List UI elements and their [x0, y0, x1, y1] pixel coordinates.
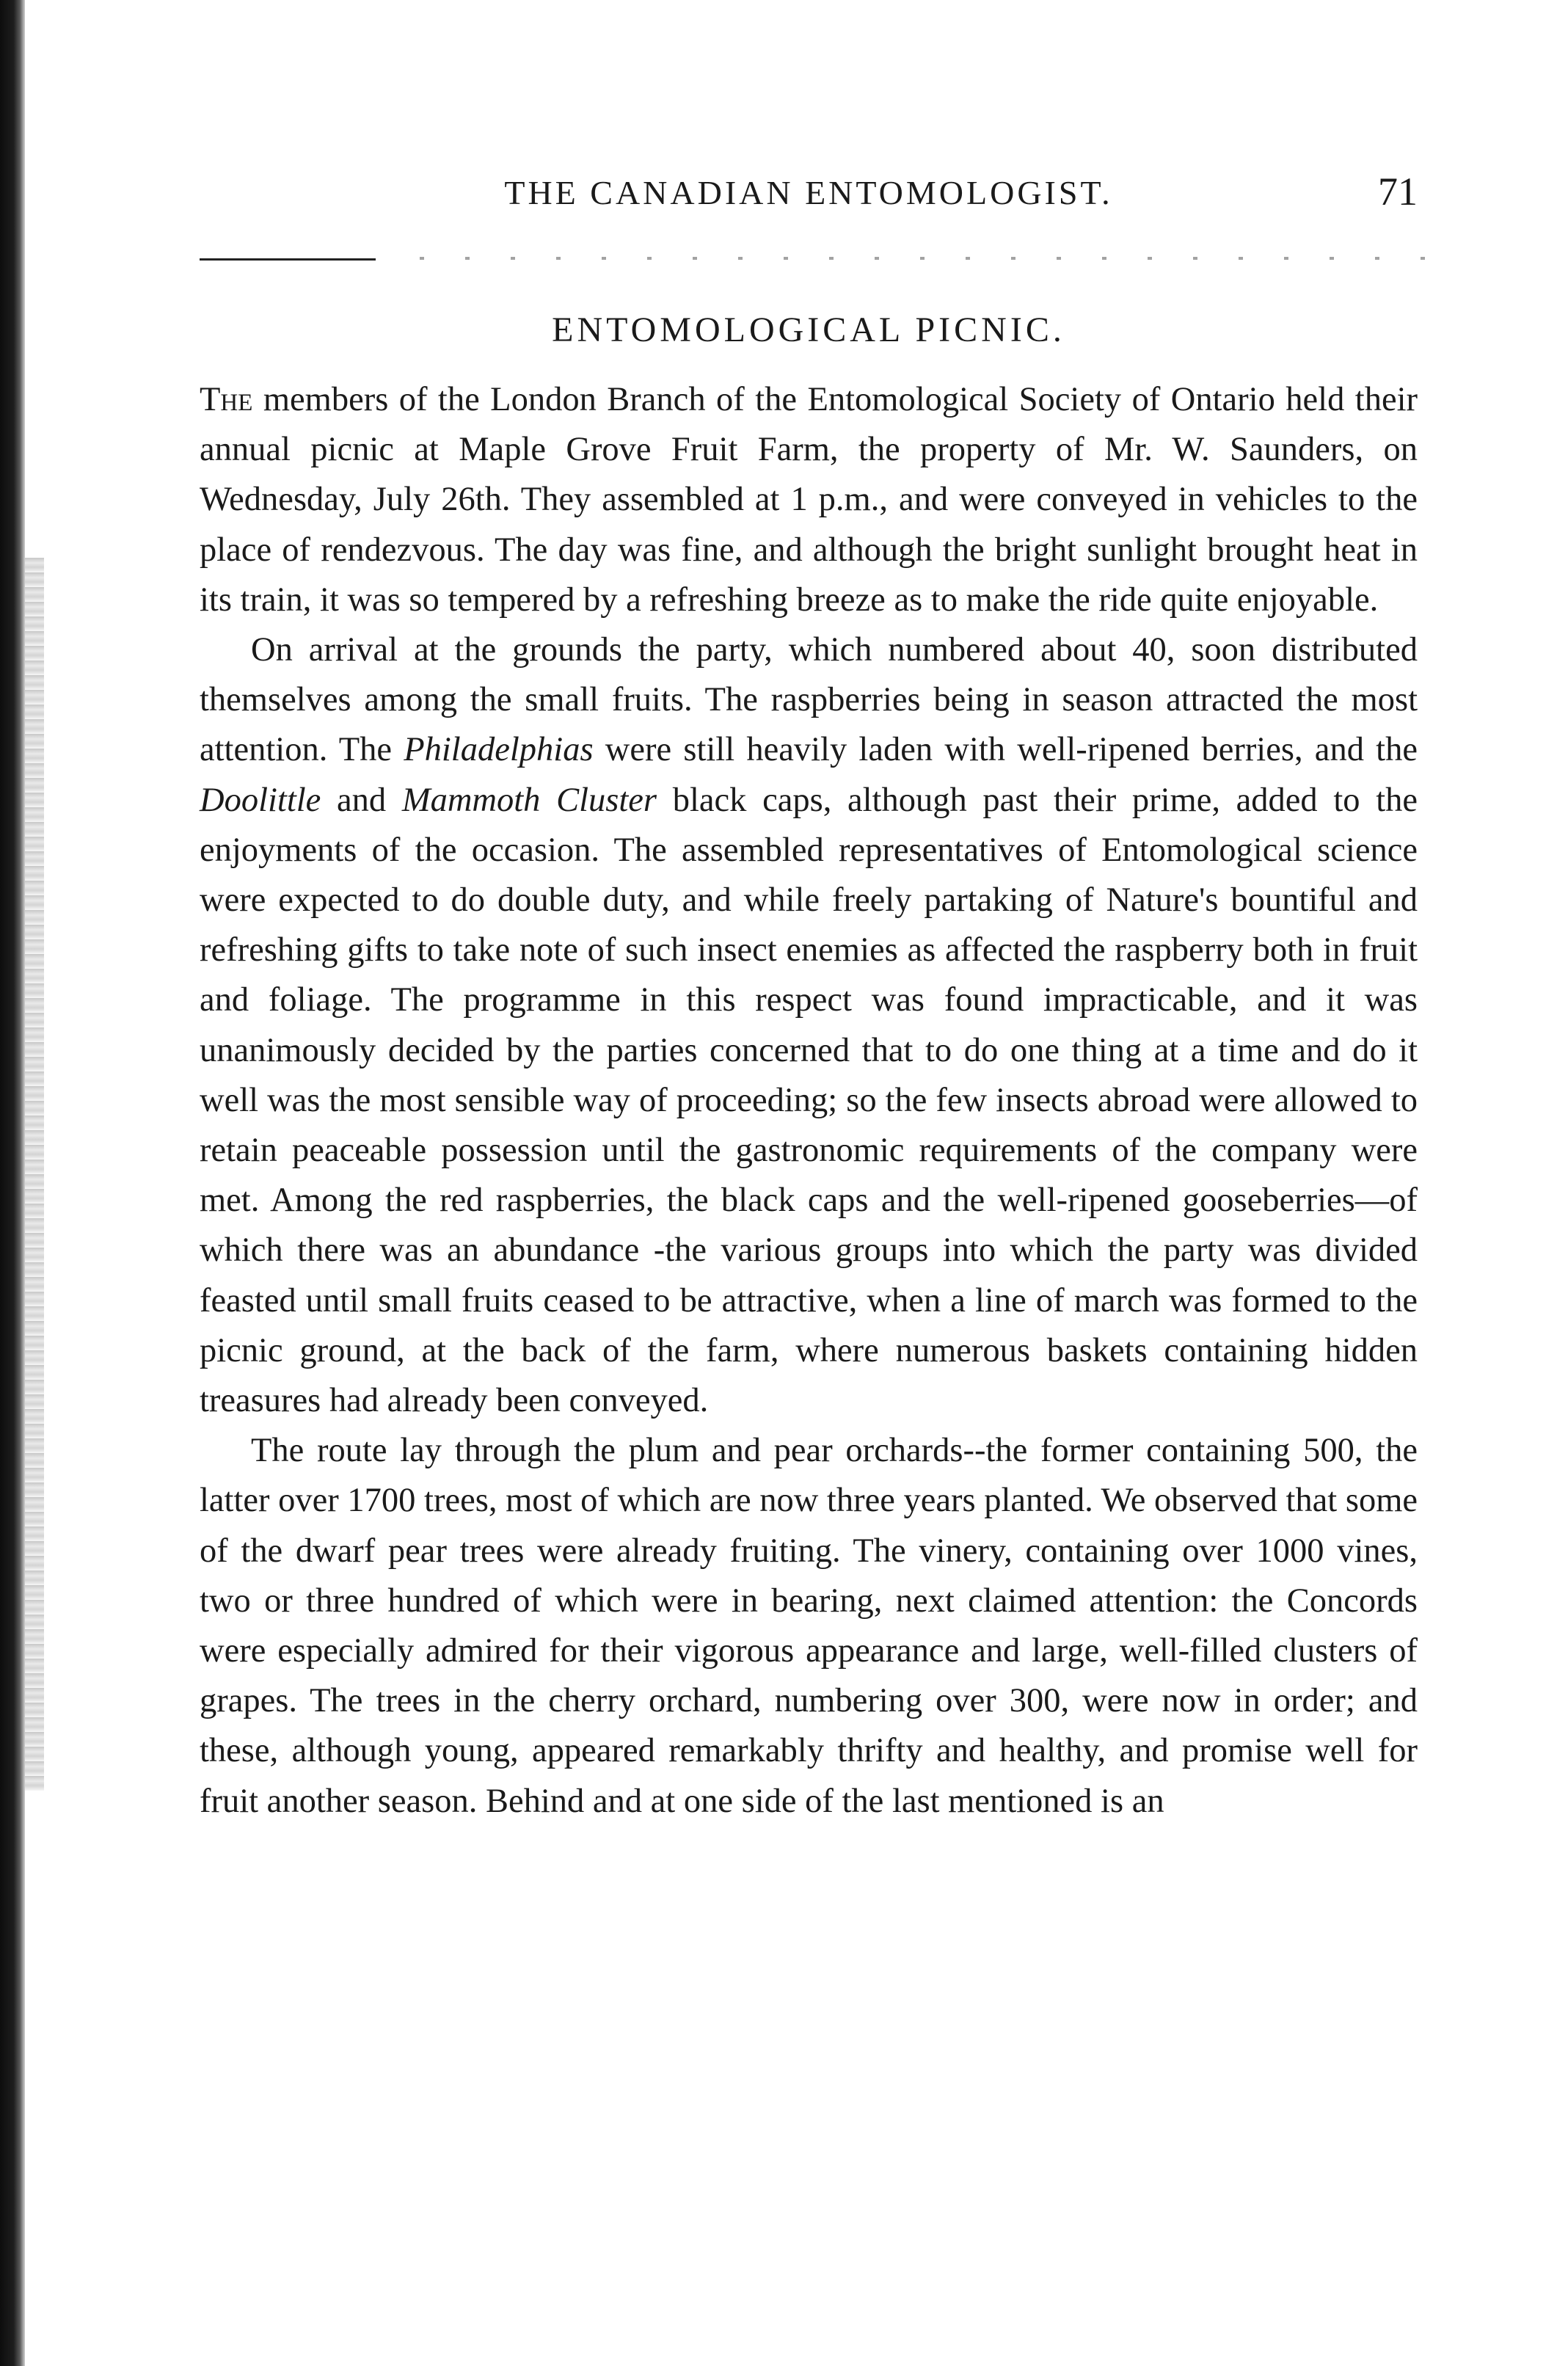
- paragraph-2-text-3: and: [321, 781, 402, 819]
- article-body: [200, 375, 1418, 1827]
- paragraph-2-italic-philadelphias: Philadelphias: [404, 731, 594, 769]
- paragraph-2-text-4: black caps, although past their prime, added to the enjoyments of the occasion. The assembled representatives of Entomological science were expected to do double duty, and while freely partaking of Nature's bountiful and refreshing gifts to take note of such insect enemies as affected the raspberry both in fruit and foliage. The programme in this respect was found impracticable, and it was unanimously decided by the parties concerned that to do one thing at a time and do it well was the most sensible way of proceeding; so the few insects abroad were allowed to retain peaceable possession until the gastronomic requirements of the company were met. Among the red raspberries, the black caps and the well-ripened gooseberries—of which there was an abundance -the various groups into which the party was divided feasted until small fruits ceased to be attractive, when a line of march was formed to the picnic ground, at the back of the farm, where numerous baskets containing hidden treasures had already been conveyed.: [200, 781, 1418, 1420]
- binding-edge: [0, 0, 25, 2366]
- header-rule: [200, 258, 376, 261]
- paragraph-2-text-1: On arrival at the grounds the party, which numbered about 40, soon distributed themselves among the small fruits. The raspberries being in season attracted the most attention. The: [200, 631, 1418, 769]
- header-rule-dots: [420, 257, 1432, 260]
- paragraph-1-lead: The: [200, 381, 253, 418]
- running-title: THE CANADIAN ENTOMOLOGIST.: [504, 174, 1113, 211]
- paragraph-2-text-2: were still heavily laden with well-ripened berries, and the: [593, 731, 1418, 769]
- binding-edge-texture: [25, 558, 44, 1791]
- page: [200, 147, 1418, 1827]
- paragraph-1: [200, 375, 1418, 625]
- paragraph-2-italic-mammoth-cluster: Mammoth Cluster: [401, 781, 657, 819]
- paragraph-2-italic-doolittle: Doolittle: [200, 781, 321, 819]
- running-head: [200, 147, 1418, 228]
- paragraph-2: [200, 625, 1418, 1426]
- page-number: 71: [1378, 170, 1418, 214]
- paragraph-1-text: members of the London Branch of the Entomological Society of Ontario held their annual picnic at Maple Grove Fruit Farm, the property of Mr. W. Saunders, on Wednesday, July 26th. They assembled at 1 p.m., and were conveyed in vehicles to the place of rendezvous. The day was fine, and although the bright sunlight brought heat in its train, it was so tempered by a refreshing breeze as to make the ride quite enjoyable.: [200, 381, 1418, 619]
- article-title: ENTOMOLOGICAL PICNIC.: [552, 310, 1065, 349]
- paragraph-3: The route lay through the plum and pear orchards--the former containing 500, the latter over 1700 trees, most of which are now three years planted. We observed that some of the dwarf pear trees were already fruiting. The vinery, containing over 1000 vines, two or three hundred of which were in bearing, next claimed attention: the Concords were especially admired for their vigorous appearance and large, well-filled clusters of grapes. The trees in the cherry orchard, numbering over 300, were now in order; and these, although young, appeared remarkably thrifty and healthy, and promise well for fruit another season. Behind and at one side of the last mentioned is an: [200, 1432, 1418, 1820]
